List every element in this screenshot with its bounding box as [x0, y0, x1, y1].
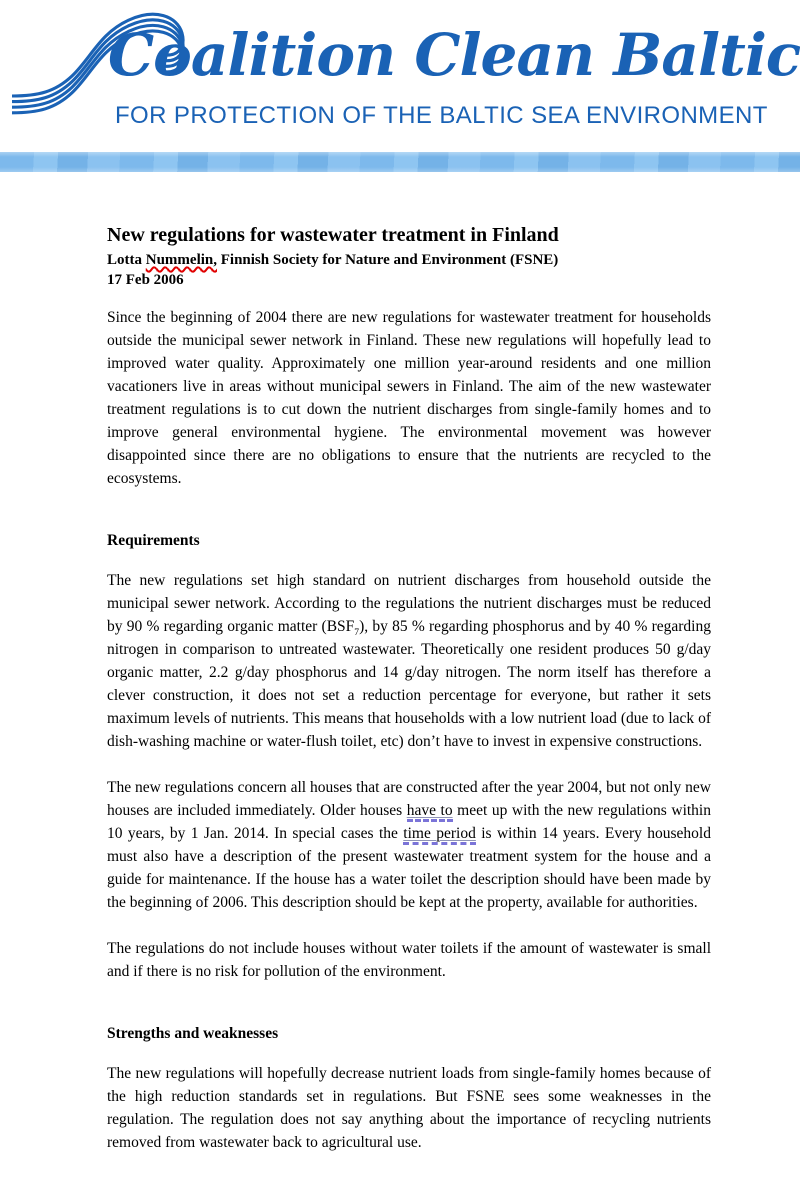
- grammar-marked-text: time period: [403, 825, 476, 845]
- text-run: The new regulations set high standard on nutrient discharges from household outside the municipal sewer network. According to the regulations the nutrient discharges must be reduced by 90 % regarding organic matter (BSF: [107, 572, 711, 635]
- sub-marked-text: 7: [354, 627, 360, 639]
- org-tagline: FOR PROTECTION OF THE BALTIC SEA ENVIRONMENT: [115, 102, 768, 129]
- text-run: Finnish Society for Nature and Environment (FSNE): [217, 252, 559, 268]
- spell-marked-text: Nummelin,: [145, 252, 217, 268]
- text-run: meet up with the new regulations within 10 years, by 1 Jan. 2014. In special cases the: [107, 802, 711, 842]
- text-run: The new regulations will hopefully decrease nutrient loads from single-family homes because of the high reduction standards set in regulations. But FSNE sees some weaknesses in the regulation. The regulation does not say anything about the importance of recycling nutrients removed from wastewater back to agricultural use.: [107, 1065, 711, 1151]
- section-heading-strengths: Strengths and weaknesses: [107, 1025, 279, 1042]
- grammar-marked-text: have to: [407, 802, 453, 822]
- document-body: [107, 172, 711, 1177]
- section-heading-requirements: Requirements: [107, 532, 200, 549]
- paragraph-requirements-standards: [107, 569, 711, 753]
- paragraph-intro: [107, 306, 711, 490]
- org-name: Coalition Clean Baltic: [108, 21, 800, 89]
- text-run: is within 14 years. Every household must also have a description of the present wastewater treatment system for the house and a guide for maintenance. If the house has a water toilet the description should have been made by the beginning of 2006. This description should be kept at the property, available for authorities.: [107, 825, 711, 911]
- paragraph-strengths: [107, 1062, 711, 1154]
- date-line: 17 Feb 2006: [107, 272, 184, 288]
- byline: [107, 250, 711, 270]
- text-run: The new regulations concern all houses that are constructed after the year 2004, but not only new houses are included immediately. Older houses: [107, 779, 711, 819]
- paragraph-requirements-timeline: [107, 776, 711, 914]
- text-run: Since the beginning of 2004 there are new regulations for wastewater treatment for households outside the municipal sewer network in Finland. These new regulations will hopefully lead to improved water quality. Approximately one million year-around residents and one million vacationers live in areas without municipal sewers in Finland. The aim of the new wastewater treatment regulations is to cut down the nutrient discharges from single-family homes and to improve general environmental hygiene. The environmental movement was however disappointed since there are no obligations to ensure that the nutrients are recycled to the ecosystems.: [107, 309, 711, 487]
- text-run: ), by 85 % regarding phosphorus and by 40 % regarding nitrogen in comparison to untreated wastewater. Theoretically one resident produces 50 g/day organic matter, 2.2 g/day phosphorus and 14 g/day nitrogen. The norm itself has therefore a clever construction, it does not set a reduction percentage for everyone, but rather it sets maximum levels of nutrients. This means that households with a low nutrient load (due to lack of dish-washing machine or water-flush toilet, etc) don’t have to invest in expensive constructions.: [107, 618, 711, 750]
- text-run: The regulations do not include houses without water toilets if the amount of wastewater is small and if there is no risk for pollution of the environment.: [107, 940, 711, 980]
- article-title: New regulations for wastewater treatment in Finland: [107, 224, 559, 246]
- letterhead: [0, 0, 800, 172]
- text-run: Lotta: [107, 252, 146, 268]
- paragraph-requirements-exemptions: [107, 937, 711, 983]
- watercolor-band: [0, 152, 800, 172]
